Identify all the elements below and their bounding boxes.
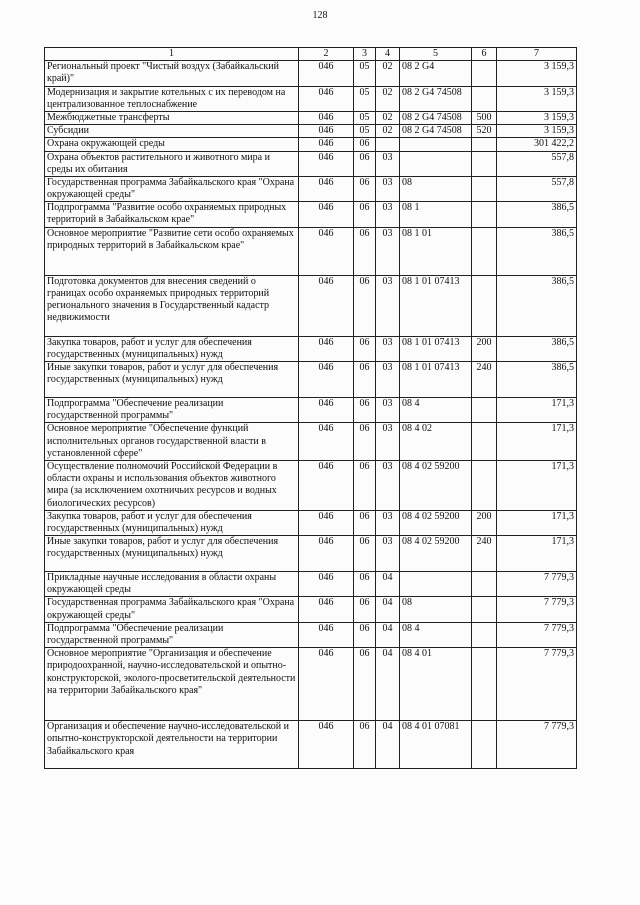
cell-amount: 7 779,3 bbox=[497, 648, 577, 721]
cell-amount: 3 159,3 bbox=[497, 125, 577, 138]
cell-expense-type bbox=[472, 423, 497, 461]
cell-admin-code: 046 bbox=[299, 362, 354, 398]
cell-section: 06 bbox=[354, 423, 376, 461]
cell-subsection: 03 bbox=[376, 176, 400, 201]
cell-admin-code: 046 bbox=[299, 572, 354, 597]
table-row bbox=[45, 721, 577, 769]
cell-amount: 3 159,3 bbox=[497, 111, 577, 124]
cell-admin-code: 046 bbox=[299, 86, 354, 111]
cell-admin-code: 046 bbox=[299, 275, 354, 336]
cell-name: Региональный проект "Чистый воздух (Забайкальский край)" bbox=[45, 61, 299, 86]
column-header-row bbox=[45, 48, 577, 61]
cell-expense-type bbox=[472, 460, 497, 510]
cell-subsection: 03 bbox=[376, 202, 400, 227]
table-row bbox=[45, 125, 577, 138]
table-row bbox=[45, 86, 577, 111]
cell-target-article: 08 2 G4 bbox=[400, 61, 472, 86]
cell-section: 06 bbox=[354, 622, 376, 647]
cell-target-article bbox=[400, 151, 472, 176]
cell-amount: 7 779,3 bbox=[497, 721, 577, 769]
cell-admin-code: 046 bbox=[299, 227, 354, 275]
cell-expense-type bbox=[472, 202, 497, 227]
cell-name: Прикладные научные исследования в области охраны окружающей среды bbox=[45, 572, 299, 597]
cell-amount: 3 159,3 bbox=[497, 86, 577, 111]
cell-target-article: 08 4 02 bbox=[400, 423, 472, 461]
cell-amount: 171,3 bbox=[497, 398, 577, 423]
cell-subsection: 03 bbox=[376, 398, 400, 423]
cell-amount: 557,8 bbox=[497, 176, 577, 201]
table-row bbox=[45, 138, 577, 151]
cell-section: 06 bbox=[354, 721, 376, 769]
cell-admin-code: 046 bbox=[299, 138, 354, 151]
cell-expense-type bbox=[472, 138, 497, 151]
cell-amount: 7 779,3 bbox=[497, 622, 577, 647]
cell-subsection: 02 bbox=[376, 61, 400, 86]
cell-subsection: 04 bbox=[376, 648, 400, 721]
table-row bbox=[45, 572, 577, 597]
cell-name: Государственная программа Забайкальского края "Охрана окружающей среды" bbox=[45, 597, 299, 622]
cell-expense-type bbox=[472, 572, 497, 597]
cell-name: Подпрограмма "Развитие особо охраняемых природных территорий в Забайкальском крае" bbox=[45, 202, 299, 227]
cell-amount: 557,8 bbox=[497, 151, 577, 176]
cell-expense-type: 520 bbox=[472, 125, 497, 138]
cell-name: Основное мероприятие "Организация и обеспечение природоохранной, научно-исследовательской и опытно-конструкторской, эколого-просветительской деятельности на территории Забайкальского края" bbox=[45, 648, 299, 721]
cell-admin-code: 046 bbox=[299, 336, 354, 361]
cell-target-article: 08 4 01 07081 bbox=[400, 721, 472, 769]
cell-section: 06 bbox=[354, 151, 376, 176]
cell-subsection: 03 bbox=[376, 510, 400, 535]
table-row bbox=[45, 460, 577, 510]
table-row bbox=[45, 336, 577, 361]
table-row bbox=[45, 362, 577, 398]
table-row bbox=[45, 111, 577, 124]
column-header: 6 bbox=[472, 48, 497, 61]
column-header: 4 bbox=[376, 48, 400, 61]
cell-expense-type bbox=[472, 176, 497, 201]
cell-subsection: 03 bbox=[376, 536, 400, 572]
cell-amount: 301 422,2 bbox=[497, 138, 577, 151]
cell-target-article: 08 1 01 bbox=[400, 227, 472, 275]
table-row bbox=[45, 275, 577, 336]
cell-admin-code: 046 bbox=[299, 460, 354, 510]
cell-subsection: 03 bbox=[376, 275, 400, 336]
table-row bbox=[45, 597, 577, 622]
cell-name: Закупка товаров, работ и услуг для обеспечения государственных (муниципальных) нужд bbox=[45, 336, 299, 361]
cell-admin-code: 046 bbox=[299, 536, 354, 572]
cell-target-article: 08 2 G4 74508 bbox=[400, 111, 472, 124]
cell-amount: 386,5 bbox=[497, 362, 577, 398]
column-header: 3 bbox=[354, 48, 376, 61]
cell-amount: 3 159,3 bbox=[497, 61, 577, 86]
cell-expense-type bbox=[472, 86, 497, 111]
cell-admin-code: 046 bbox=[299, 510, 354, 535]
cell-target-article: 08 2 G4 74508 bbox=[400, 86, 472, 111]
cell-amount: 171,3 bbox=[497, 423, 577, 461]
cell-admin-code: 046 bbox=[299, 721, 354, 769]
cell-target-article: 08 1 01 07413 bbox=[400, 275, 472, 336]
cell-amount: 386,5 bbox=[497, 275, 577, 336]
table-row bbox=[45, 398, 577, 423]
cell-amount: 7 779,3 bbox=[497, 572, 577, 597]
cell-target-article: 08 4 bbox=[400, 622, 472, 647]
cell-amount: 386,5 bbox=[497, 336, 577, 361]
cell-subsection: 04 bbox=[376, 572, 400, 597]
cell-amount: 386,5 bbox=[497, 202, 577, 227]
cell-name: Подпрограмма "Обеспечение реализации государственной программы" bbox=[45, 398, 299, 423]
cell-expense-type bbox=[472, 61, 497, 86]
cell-expense-type bbox=[472, 227, 497, 275]
cell-section: 06 bbox=[354, 176, 376, 201]
cell-section: 05 bbox=[354, 61, 376, 86]
cell-name: Иные закупки товаров, работ и услуг для обеспечения государственных (муниципальных) нужд bbox=[45, 362, 299, 398]
cell-amount: 386,5 bbox=[497, 227, 577, 275]
cell-admin-code: 046 bbox=[299, 622, 354, 647]
cell-section: 06 bbox=[354, 362, 376, 398]
cell-expense-type: 240 bbox=[472, 536, 497, 572]
page-number: 128 bbox=[312, 10, 328, 21]
cell-subsection: 03 bbox=[376, 151, 400, 176]
cell-admin-code: 046 bbox=[299, 111, 354, 124]
cell-subsection: 04 bbox=[376, 721, 400, 769]
cell-target-article: 08 4 02 59200 bbox=[400, 460, 472, 510]
table-row bbox=[45, 622, 577, 647]
cell-expense-type bbox=[472, 597, 497, 622]
cell-name: Организация и обеспечение научно-исследовательской и опытно-конструкторской деятельности на территории Забайкальского края bbox=[45, 721, 299, 769]
column-header: 5 bbox=[400, 48, 472, 61]
table-row bbox=[45, 202, 577, 227]
cell-subsection: 02 bbox=[376, 125, 400, 138]
cell-admin-code: 046 bbox=[299, 398, 354, 423]
cell-section: 05 bbox=[354, 86, 376, 111]
column-header: 1 bbox=[45, 48, 299, 61]
cell-target-article: 08 2 G4 74508 bbox=[400, 125, 472, 138]
table-row bbox=[45, 423, 577, 461]
cell-subsection: 02 bbox=[376, 111, 400, 124]
cell-section: 05 bbox=[354, 125, 376, 138]
cell-subsection: 02 bbox=[376, 86, 400, 111]
cell-name: Субсидии bbox=[45, 125, 299, 138]
cell-expense-type bbox=[472, 151, 497, 176]
cell-admin-code: 046 bbox=[299, 61, 354, 86]
cell-name: Подпрограмма "Обеспечение реализации государственной программы" bbox=[45, 622, 299, 647]
cell-subsection: 03 bbox=[376, 423, 400, 461]
cell-expense-type: 200 bbox=[472, 336, 497, 361]
cell-section: 06 bbox=[354, 460, 376, 510]
cell-admin-code: 046 bbox=[299, 151, 354, 176]
cell-name: Основное мероприятие "Обеспечение функций исполнительных органов государственной власти в установленной сфере" bbox=[45, 423, 299, 461]
cell-name: Охрана объектов растительного и животного мира и среды их обитания bbox=[45, 151, 299, 176]
cell-section: 06 bbox=[354, 572, 376, 597]
cell-target-article: 08 1 01 07413 bbox=[400, 336, 472, 361]
cell-subsection: 04 bbox=[376, 622, 400, 647]
cell-target-article bbox=[400, 572, 472, 597]
cell-name: Закупка товаров, работ и услуг для обеспечения государственных (муниципальных) нужд bbox=[45, 510, 299, 535]
cell-expense-type bbox=[472, 721, 497, 769]
cell-admin-code: 046 bbox=[299, 423, 354, 461]
cell-admin-code: 046 bbox=[299, 202, 354, 227]
cell-admin-code: 046 bbox=[299, 648, 354, 721]
cell-expense-type bbox=[472, 275, 497, 336]
cell-section: 06 bbox=[354, 336, 376, 361]
cell-target-article: 08 1 bbox=[400, 202, 472, 227]
table-row bbox=[45, 536, 577, 572]
cell-name: Основное мероприятие "Развитие сети особо охраняемых природных территорий в Забайкальском крае" bbox=[45, 227, 299, 275]
table-row bbox=[45, 227, 577, 275]
cell-section: 06 bbox=[354, 227, 376, 275]
cell-section: 06 bbox=[354, 138, 376, 151]
table-row bbox=[45, 176, 577, 201]
cell-subsection: 03 bbox=[376, 460, 400, 510]
cell-section: 05 bbox=[354, 111, 376, 124]
cell-subsection: 03 bbox=[376, 227, 400, 275]
cell-expense-type: 500 bbox=[472, 111, 497, 124]
cell-section: 06 bbox=[354, 648, 376, 721]
table-row bbox=[45, 648, 577, 721]
cell-subsection: 03 bbox=[376, 336, 400, 361]
column-header: 7 bbox=[497, 48, 577, 61]
table-row bbox=[45, 510, 577, 535]
cell-subsection: 03 bbox=[376, 362, 400, 398]
cell-admin-code: 046 bbox=[299, 176, 354, 201]
cell-expense-type: 200 bbox=[472, 510, 497, 535]
cell-name: Модернизация и закрытие котельных с их переводом на централизованное теплоснабжение bbox=[45, 86, 299, 111]
cell-target-article: 08 bbox=[400, 597, 472, 622]
cell-amount: 171,3 bbox=[497, 510, 577, 535]
cell-section: 06 bbox=[354, 536, 376, 572]
cell-expense-type: 240 bbox=[472, 362, 497, 398]
cell-section: 06 bbox=[354, 202, 376, 227]
cell-expense-type bbox=[472, 648, 497, 721]
cell-subsection bbox=[376, 138, 400, 151]
cell-amount: 171,3 bbox=[497, 536, 577, 572]
cell-admin-code: 046 bbox=[299, 597, 354, 622]
cell-target-article: 08 4 02 59200 bbox=[400, 536, 472, 572]
cell-expense-type bbox=[472, 622, 497, 647]
cell-target-article: 08 4 01 bbox=[400, 648, 472, 721]
cell-target-article: 08 bbox=[400, 176, 472, 201]
cell-amount: 7 779,3 bbox=[497, 597, 577, 622]
cell-expense-type bbox=[472, 398, 497, 423]
table-row bbox=[45, 61, 577, 86]
column-header: 2 bbox=[299, 48, 354, 61]
cell-target-article bbox=[400, 138, 472, 151]
cell-amount: 171,3 bbox=[497, 460, 577, 510]
cell-target-article: 08 4 bbox=[400, 398, 472, 423]
cell-section: 06 bbox=[354, 597, 376, 622]
cell-name: Государственная программа Забайкальского края "Охрана окружающей среды" bbox=[45, 176, 299, 201]
cell-name: Осуществление полномочий Российской Федерации в области охраны и использования объектов животного мира (за исключением охотничьих ресурсов и водных биологических ресурсов) bbox=[45, 460, 299, 510]
budget-table bbox=[44, 47, 577, 769]
cell-admin-code: 046 bbox=[299, 125, 354, 138]
cell-name: Подготовка документов для внесения сведений о границах особо охраняемых природных территорий регионального значения в Государственный кадастр недвижимости bbox=[45, 275, 299, 336]
cell-name: Иные закупки товаров, работ и услуг для обеспечения государственных (муниципальных) нужд bbox=[45, 536, 299, 572]
cell-target-article: 08 1 01 07413 bbox=[400, 362, 472, 398]
cell-name: Межбюджетные трансферты bbox=[45, 111, 299, 124]
cell-section: 06 bbox=[354, 398, 376, 423]
cell-target-article: 08 4 02 59200 bbox=[400, 510, 472, 535]
cell-section: 06 bbox=[354, 510, 376, 535]
cell-subsection: 04 bbox=[376, 597, 400, 622]
table-row bbox=[45, 151, 577, 176]
cell-section: 06 bbox=[354, 275, 376, 336]
cell-name: Охрана окружающей среды bbox=[45, 138, 299, 151]
